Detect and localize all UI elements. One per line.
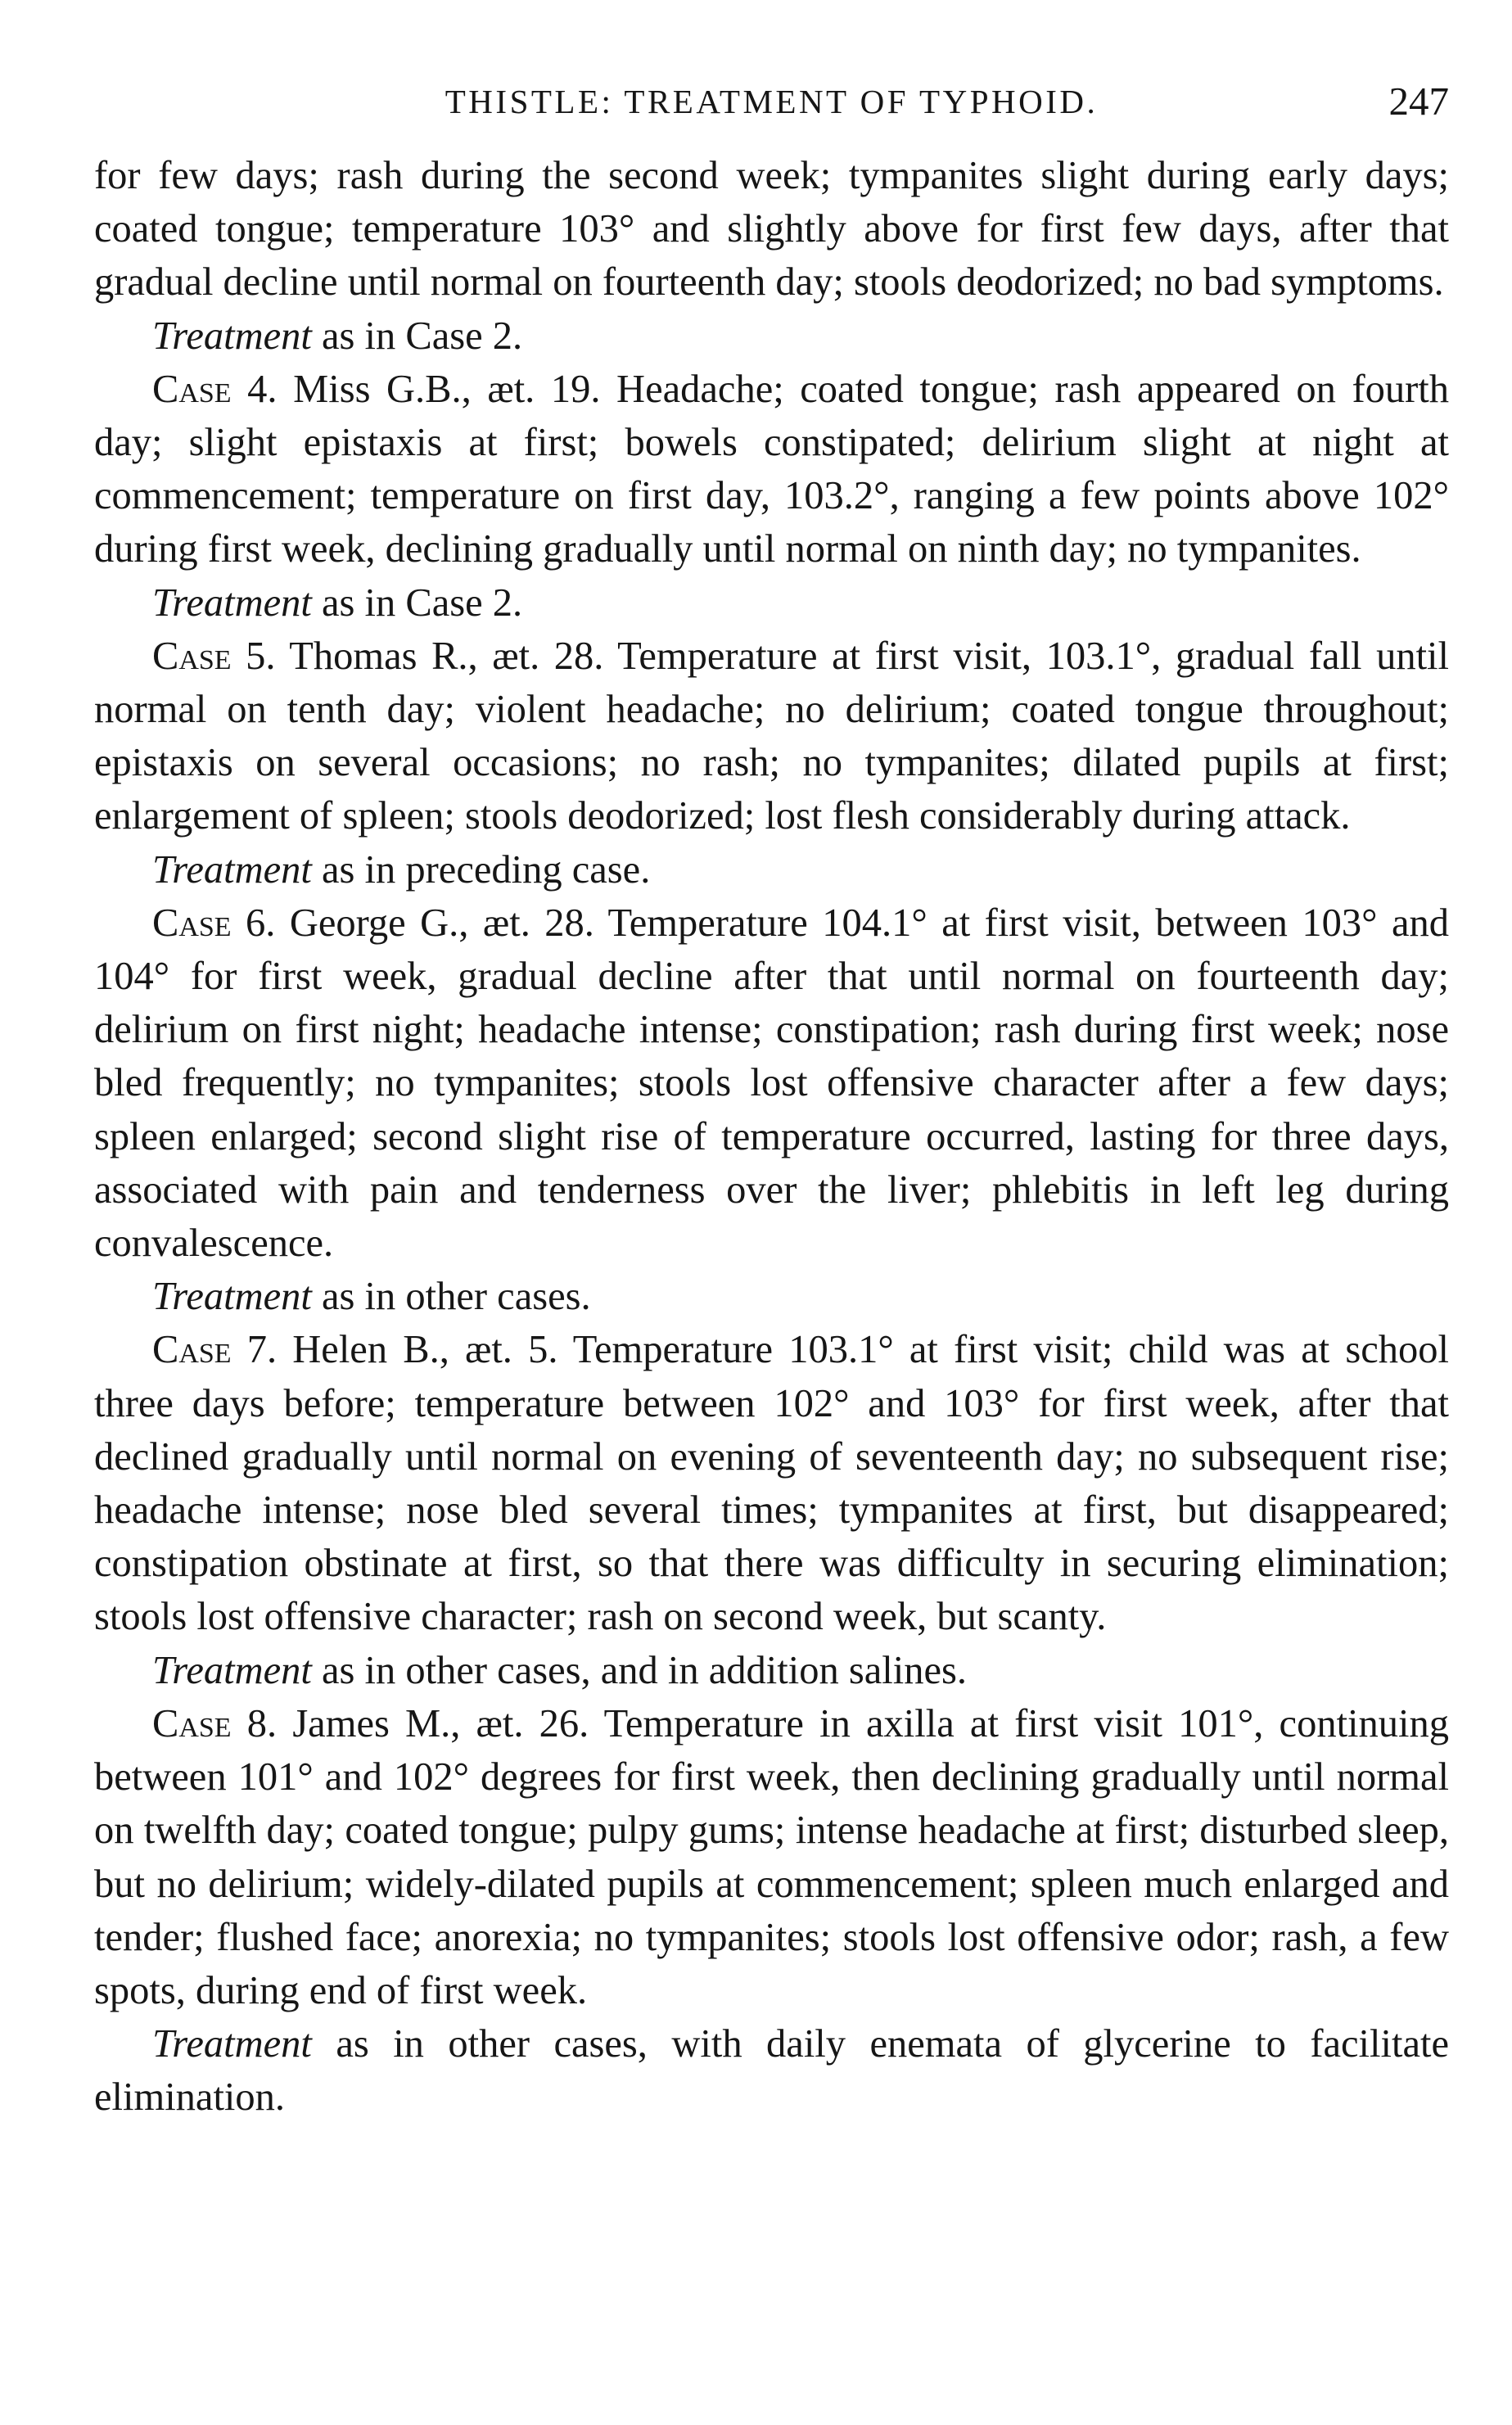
treatment-note — [94, 1644, 1449, 1697]
paragraph-text: as in Case 2. — [311, 580, 523, 625]
treatment-label: Treatment — [152, 847, 312, 892]
paragraph-text: Miss G.B., æt. 19. Headache; coated tongue; rash appeared on fourth day; slight epistaxis at first; bowels constipated; delirium slight at night at commencement; temperature on first day, 103.2°, ranging a few points above 102° during first week, declining gradually until normal on ninth day; no tympanites. — [94, 367, 1449, 571]
treatment-label: Treatment — [152, 1275, 312, 1319]
treatment-note — [94, 576, 1449, 630]
book-page — [94, 75, 1449, 2125]
treatment-note — [94, 309, 1449, 363]
paragraph-text: as in other cases. — [311, 1275, 591, 1319]
case-label: Case 4. — [152, 367, 278, 411]
treatment-label: Treatment — [152, 580, 312, 625]
paragraph-text: George G., æt. 28. Temperature 104.1° at first visit, between 103° and 104° for first week, gradual decline after that until normal on fourteenth day; delirium on first night; headache intense; constipation; rash during first week; nose bled frequently; no tympanites; stools lost offensive character after a few days; spleen enlarged; second slight rise of temperature occurred, lasting for three days, associated with pain and tenderness over the liver; phlebitis in left leg during convalescence. — [94, 901, 1449, 1266]
continued-paragraph — [94, 149, 1449, 309]
case-label: Case 5. — [152, 634, 276, 678]
treatment-note — [94, 843, 1449, 896]
paragraph-text: Helen B., æt. 5. Temperature 103.1° at first visit; child was at school three days before; temperature between 102° and 103° for first week, after that declined gradually until normal on evening of seventeenth day; no subsequent rise; headache intense; nose bled several times; tympanites at first, but disappeared; constipation obstinate at first, so that there was difficulty in securing elimination; stools lost offensive character; rash on second week, but scanty. — [94, 1328, 1449, 1639]
treatment-label: Treatment — [152, 2022, 312, 2066]
page-number: 247 — [1388, 79, 1449, 124]
running-title: THISTLE: TREATMENT OF TYPHOID. — [445, 83, 1099, 120]
paragraph-text: for few days; rash during the second week; tympanites slight during early days; coated tongue; temperature 103° and slightly above for first few days, after that gradual decline until normal on fourteenth day; stools deodorized; no bad symptoms. — [94, 154, 1449, 305]
case-paragraph — [94, 363, 1449, 576]
treatment-label: Treatment — [152, 1648, 312, 1692]
case-paragraph — [94, 1323, 1449, 1643]
case-paragraph — [94, 896, 1449, 1270]
case-label: Case 7. — [152, 1328, 278, 1372]
paragraph-text: as in other cases, and in addition salines. — [311, 1648, 967, 1692]
case-paragraph — [94, 630, 1449, 843]
paragraph-text: James M., æt. 26. Temperature in axilla at first visit 101°, continuing between 101° and 102° degrees for first week, then declining gradually until normal on twelfth day; coated tongue; pulpy gums; intense headache at first; disturbed sleep, but no delirium; widely-dilated pupils at commencement; spleen much enlarged and tender; flushed face; anorexia; no tympanites; stools lost offensive odor; rash, a few spots, during end of first week. — [94, 1701, 1449, 2012]
paragraph-text: as in Case 2. — [311, 314, 523, 358]
paragraph-text: as in preceding case. — [311, 847, 651, 892]
treatment-label: Treatment — [152, 314, 312, 358]
case-label: Case 8. — [152, 1701, 278, 1745]
paragraph-text: Thomas R., æt. 28. Temperature at first visit, 103.1°, gradual fall until normal on tenth day; violent headache; no delirium; coated tongue throughout; epistaxis on several occasions; no rash; no tympanites; dilated pupils at first; enlargement of spleen; stools deodorized; lost flesh considerably during attack. — [94, 634, 1449, 838]
case-label: Case 6. — [152, 901, 276, 945]
paragraph-text: as in other cases, with daily enemata of glycerine to facilitate elimination. — [94, 2022, 1449, 2120]
treatment-note — [94, 2017, 1449, 2124]
treatment-note — [94, 1270, 1449, 1323]
running-header — [94, 75, 1449, 128]
case-paragraph — [94, 1697, 1449, 2017]
